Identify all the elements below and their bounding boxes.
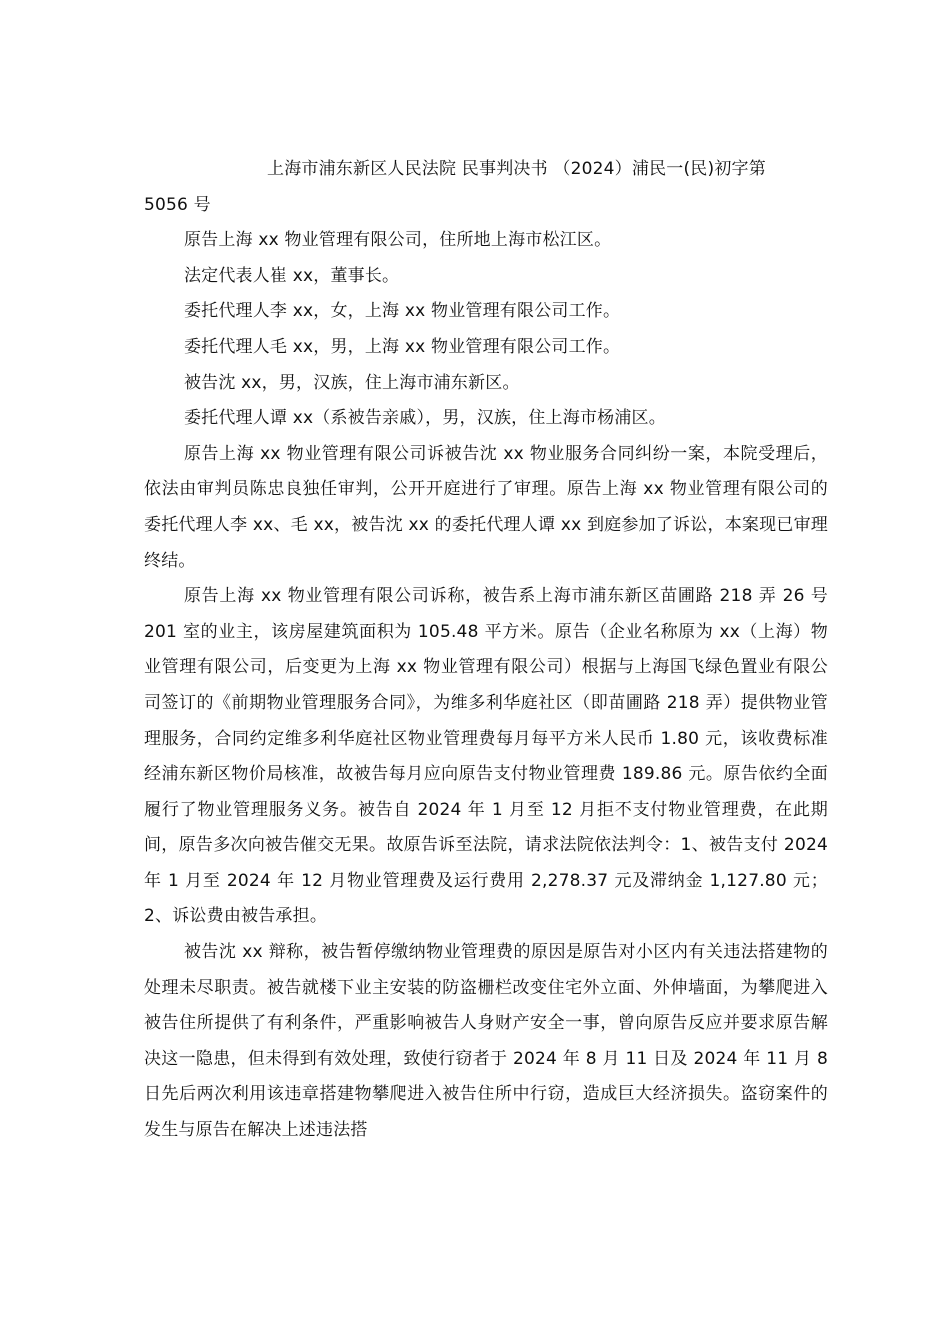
legal-representative-paragraph: 法定代表人崔 xx，董事长。 bbox=[183, 265, 400, 286]
judgment-title: 上海市浦东新区人民法院 民事判决书 （2024）浦民一(民)初字第 bbox=[267, 159, 766, 179]
plaintiff-agent-2-paragraph: 委托代理人毛 xx，男，上海 xx 物业管理有限公司工作。 bbox=[183, 336, 621, 357]
defendant-defense-paragraph: 被告沈 xx 辩称，被告暂停缴纳物业管理费的原因是原告对小区内有关违法搭建物的处理未尽职责。被告就楼下业主安装的防盗栅栏改变住宅外立面、外伸墙面，为攀爬进入被告住所提供了有利条件，严重影响被告人身财产安全一事，曾向原告反应并要求原告解决这一隐患，但未得到有效处理，致使行窃者于 2024 年 8 月 11 日及 2024 年 11 月 8 日先后两次利用该违章搭建物攀爬进入被告住所中行窃，造成巨大经济损失。盗窃案件的发生与原告在解决上述违法搭 bbox=[144, 942, 828, 1141]
plaintiff-agent-1-paragraph: 委托代理人李 xx，女，上海 xx 物业管理有限公司工作。 bbox=[183, 301, 621, 322]
plaintiff-claim-paragraph: 原告上海 xx 物业管理有限公司诉称，被告系上海市浦东新区苗圃路 218 弄 26 号 201 室的业主，该房屋建筑面积为 105.48 平方米。原告（企业名称原为 xx（上海）物业管理有限公司，后变更为上海 xx 物业管理有限公司）根据与上海国飞绿色置业有限公司签订的《前期物业管理服务合同》，为维多利华庭社区（即苗圃路 218 弄）提供物业管理服务，合同约定维多利华庭社区物业管理费每月每平方米人民币 1.80 元，该收费标准经浦东新区物价局核准，故被告每月应向原告支付物业管理费 189.86 元。原告依约全面履行了物业管理服务义务。被告自 2024 年 1 月至 12 月拒不支付物业管理费，在此期间，原告多次向被告催交无果。故原告诉至法院，请求法院依法判令：1、被告支付 2024 年 1 月至 2024 年 12 月物业管理费及运行费用 2,278.37 元及滞纳金 1,127.80 元；2、诉讼费由被告承担。 bbox=[144, 586, 828, 927]
case-background-paragraph: 原告上海 xx 物业管理有限公司诉被告沈 xx 物业服务合同纠纷一案，本院受理后，依法由审判员陈忠良独任审判，公开开庭进行了审理。原告上海 xx 物业管理有限公司的委托代理人李 xx、毛 xx，被告沈 xx 的委托代理人谭 xx 到庭参加了诉讼，本案现已审理终结。 bbox=[144, 443, 828, 571]
defendant-paragraph: 被告沈 xx，男，汉族，住上海市浦东新区。 bbox=[183, 372, 520, 393]
case-number-suffix: 5056 号 bbox=[144, 194, 211, 215]
document-body bbox=[144, 152, 828, 1149]
defendant-agent-paragraph: 委托代理人谭 xx（系被告亲戚），男，汉族，住上海市杨浦区。 bbox=[183, 408, 666, 429]
plaintiff-paragraph: 原告上海 xx 物业管理有限公司，住所地上海市松江区。 bbox=[183, 230, 612, 251]
